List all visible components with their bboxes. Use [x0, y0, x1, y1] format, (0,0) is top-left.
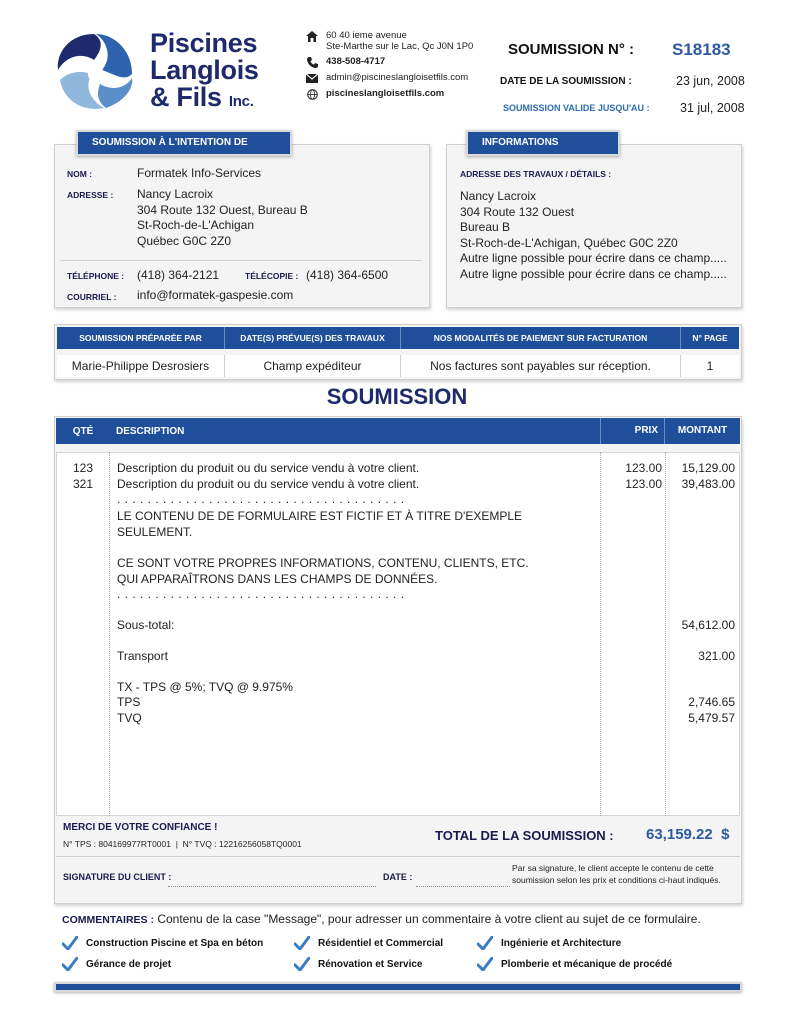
feature-item [294, 936, 443, 950]
comments-text[interactable]: Contenu de la case "Message", pour adresser un commentaire à votre client au sujet de ce formulaire. [157, 912, 701, 926]
job-info-bar [54, 324, 742, 380]
document-title: SOUMISSION [326, 384, 468, 409]
website-link[interactable]: piscineslangloisetfils.com [326, 88, 445, 99]
brand-name-fils: & Fils [150, 82, 222, 112]
client-fax[interactable]: (418) 364-6500 [306, 268, 389, 282]
subtotal-label: Sous-total: [117, 618, 175, 632]
tvq-amount: 5,479.57 [688, 711, 735, 725]
feature-item [62, 957, 171, 971]
note-line: QUI APPARAÎTRONS DANS LES CHAMPS DE DONNÉES. [117, 572, 438, 586]
signature-date-label: DATE : [383, 872, 413, 882]
globe-icon [305, 88, 319, 100]
valid-until-label: SOUMISSION VALIDE JUSQU'AU : [503, 103, 650, 113]
checkmark-icon [62, 936, 78, 950]
checkmark-icon [477, 936, 493, 950]
item-qty[interactable]: 123 [72, 461, 94, 475]
client-address-label: ADRESSE : [67, 190, 114, 200]
work-dates[interactable]: Champ expéditeur [225, 355, 401, 377]
quote-number-label: SOUMISSION N° : [508, 41, 635, 58]
item-price[interactable]: 123.00 [625, 477, 662, 491]
note-line: CE SONT VOTRE PROPRES INFORMATIONS, CONTENU, CLIENTS, ETC. [117, 556, 529, 570]
terms-line: Par sa signature, le client accepte le contenu de cette [512, 863, 714, 873]
tps-amount: 2,746.65 [688, 695, 735, 709]
prepared-by-header: SOUMISSION PRÉPARÉE PAR [57, 327, 225, 349]
price-column-header: PRIX [600, 418, 664, 444]
prepared-by[interactable]: Marie-Philippe Desrosiers [57, 355, 225, 377]
feature-item [62, 936, 263, 950]
footer-divider [56, 856, 740, 857]
valid-until-date: 31 jul, 2008 [680, 101, 745, 115]
amount-column-header: MONTANT [664, 418, 740, 444]
checkmark-icon [62, 957, 78, 971]
feature-label: Plomberie et mécanique de procédé [501, 958, 673, 970]
checkmark-icon [294, 957, 310, 971]
page-number[interactable]: 1 [681, 355, 739, 377]
brand-name-line2: Langlois [150, 55, 259, 85]
feature-item [477, 936, 621, 950]
feature-label: Résidentiel et Commercial [318, 937, 444, 949]
client-name-label: NOM : [67, 169, 93, 179]
phone-icon [305, 56, 319, 68]
work-address-line: St-Roch-de-L'Achigan, Québec G0C 2Z0 [460, 235, 678, 250]
work-address-line: Autre ligne possible pour écrire dans ce champ..... [460, 266, 727, 281]
company-contact [305, 30, 495, 104]
payment-terms-header: NOS MODALITÉS DE PAIEMENT SUR FACTURATION [401, 327, 681, 349]
total-amount: 63,159.22 $ [646, 826, 730, 843]
email-link[interactable]: admin@piscineslangloisetfils.com [326, 72, 469, 83]
feature-label: Ingénierie et Architecture [501, 937, 622, 949]
contact-email [305, 72, 495, 84]
client-address-line: St-Roch-de-L'Achigan [137, 218, 255, 232]
contact-phone [305, 56, 495, 68]
work-address-line: Nancy Lacroix [460, 189, 537, 203]
work-dates-header: DATE(S) PRÉVUE(S) DES TRAVAUX [225, 327, 401, 349]
envelope-icon [305, 72, 319, 84]
client-email-label: COURRIEL : [67, 292, 117, 302]
item-description[interactable]: Description du produit ou du service vendu à votre client. [117, 477, 420, 491]
client-name[interactable]: Formatek Info-Services [137, 166, 262, 180]
signature-label: SIGNATURE DU CLIENT : [63, 872, 172, 882]
client-panel-divider [60, 260, 422, 261]
note-line: LE CONTENU DE DE FORMULAIRE EST FICTIF ET À TITRE D'EXEMPLE [117, 509, 523, 523]
address-line1: 60 40 ieme avenue [326, 30, 407, 41]
signature-terms [512, 862, 721, 886]
description-column-header: DESCRIPTION [116, 425, 185, 437]
info-panel-header: INFORMATIONS [466, 130, 620, 156]
feature-label: Construction Piscine et Spa en béton [86, 937, 264, 949]
work-address-line: 304 Route 132 Ouest [460, 204, 575, 219]
client-panel-header: SOUMISSION À L'INTENTION DE [76, 130, 292, 156]
total-label: TOTAL DE LA SOUMISSION : [435, 828, 614, 843]
quote-date: 23 jun, 2008 [676, 74, 745, 88]
checkmark-icon [294, 936, 310, 950]
contact-web [305, 88, 495, 100]
contact-address [305, 30, 495, 52]
work-address-label: ADRESSE DES TRAVAUX / DÉTAILS : [460, 169, 612, 179]
item-amount: 15,129.00 [681, 461, 735, 475]
client-address-line: Québec G0C 2Z0 [137, 233, 232, 248]
brand-name-line3 [150, 84, 254, 115]
thank-you-message: MERCI DE VOTRE CONFIANCE ! [63, 822, 218, 833]
work-address-line: Bureau B [460, 220, 511, 234]
tax-rates-label: TX - TPS @ 5%; TVQ @ 9.975% [117, 680, 293, 694]
feature-label: Rénovation et Service [318, 958, 423, 970]
dotted-separator: . . . . . . . . . . . . . . . . . . . . . . . . . . . . . . . . . . . . . . [117, 587, 405, 601]
page-number-header: N° PAGE [681, 327, 739, 349]
company-logo [52, 28, 292, 116]
brand-name-line1: Piscines [150, 28, 258, 58]
signature-line[interactable] [168, 886, 376, 887]
logo-swirl-icon [52, 30, 136, 114]
client-phone[interactable]: (418) 364-2121 [137, 268, 220, 282]
column-divider [600, 452, 601, 816]
client-email[interactable]: info@formatek-gaspesie.com [137, 288, 294, 302]
item-price[interactable]: 123.00 [625, 461, 662, 475]
feature-label: Gérance de projet [86, 958, 172, 970]
feature-item [294, 957, 422, 971]
items-table-header [56, 418, 740, 444]
home-icon [305, 30, 319, 42]
comments [62, 912, 701, 926]
shipping-label: Transport [117, 649, 168, 663]
checkmark-icon [477, 957, 493, 971]
work-address[interactable] [460, 189, 727, 282]
phone-number[interactable]: 438-508-4717 [326, 56, 386, 67]
feature-item [477, 957, 672, 971]
column-divider [109, 452, 110, 816]
column-divider [665, 452, 666, 816]
quote-date-label: DATE DE LA SOUMISSION : [500, 76, 632, 87]
qty-column-header: QTÉ [72, 425, 94, 437]
client-fax-label: TÉLÉCOPIE : [245, 271, 299, 281]
signature-date-line[interactable] [416, 886, 510, 887]
client-address-line: 304 Route 132 Ouest, Bureau B [137, 202, 308, 217]
client-address[interactable] [137, 187, 308, 249]
note-line: SEULEMENT. [117, 525, 193, 539]
item-amount: 39,483.00 [681, 477, 735, 491]
comments-label: COMMENTAIRES : [62, 914, 154, 926]
client-phone-label: TÉLÉPHONE : [67, 271, 125, 281]
dotted-separator: . . . . . . . . . . . . . . . . . . . . . . . . . . . . . . . . . . . . . . [117, 492, 405, 506]
item-description[interactable]: Description du produit ou du service vendu à votre client. [117, 461, 420, 475]
payment-terms[interactable]: Nos factures sont payables sur réception. [401, 355, 681, 377]
tps-label: TPS [117, 695, 141, 709]
quote-number: S18183 [672, 40, 731, 59]
item-qty[interactable]: 321 [72, 477, 94, 491]
subtotal-amount: 54,612.00 [681, 618, 735, 632]
tax-registration-numbers: N° TPS : 804169977RT0001 | N° TVQ : 12216256058TQ0001 [63, 839, 302, 849]
brand-inc: Inc. [228, 93, 254, 110]
terms-line: soumission selon les prix et conditions ci-haut indiqués. [512, 875, 721, 885]
footer-bar [54, 982, 742, 992]
address-line2: Ste-Marthe sur le Lac, Qc J0N 1P0 [326, 41, 474, 52]
work-address-line: Autre ligne possible pour écrire dans ce champ..... [460, 251, 727, 265]
shipping-amount: 321.00 [698, 649, 735, 663]
client-address-line: Nancy Lacroix [137, 187, 214, 201]
tvq-label: TVQ [117, 711, 142, 725]
